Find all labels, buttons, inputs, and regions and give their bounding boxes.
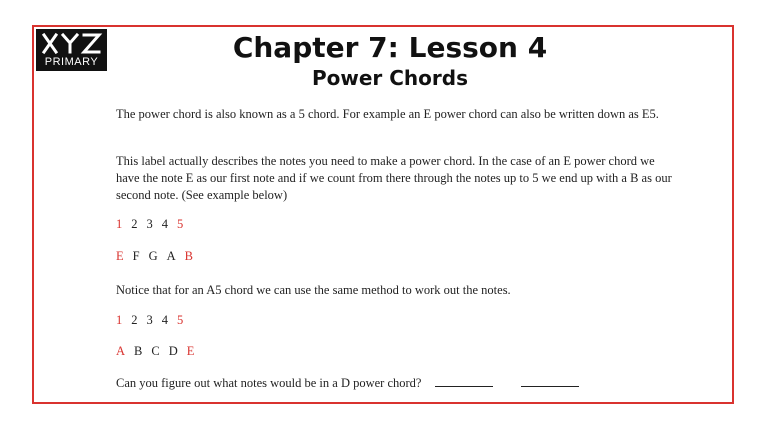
- paragraph-explanation: This label actually describes the notes you need to make a power chord. In the case of an E power chord we have the note E as our first note and if we count from there through the notes up to 5 we end up with a B as our second note. (See example below): [116, 154, 672, 202]
- sequence-number: 4: [161, 313, 168, 327]
- sequence-note: E: [186, 344, 195, 358]
- note-sequence-a5: [116, 343, 203, 360]
- sequence-note: A: [166, 249, 176, 263]
- sequence-number: 2: [131, 217, 138, 231]
- paragraph-a5: Notice that for an A5 chord we can use the same method to work out the notes.: [116, 283, 511, 297]
- logo-text: PRIMARY: [44, 56, 99, 68]
- answer-blank-1[interactable]: [435, 376, 493, 387]
- number-sequence-a5: [116, 312, 192, 329]
- page-title: Chapter 7: Lesson 4: [232, 31, 548, 64]
- sequence-number: 3: [146, 313, 153, 327]
- sequence-number: 3: [146, 217, 153, 231]
- sequence-number: 5: [177, 217, 184, 231]
- sequence-note: G: [148, 249, 158, 263]
- page-subtitle: Power Chords: [311, 66, 468, 90]
- xyz-logo-mark: [36, 31, 107, 56]
- sequence-note: C: [151, 344, 160, 358]
- sequence-note: D: [168, 344, 178, 358]
- question-text: Can you figure out what notes would be in a D power chord?: [116, 376, 422, 390]
- paragraph-intro: The power chord is also known as a 5 chord. For example an E power chord can also be written down as E5.: [116, 107, 659, 121]
- sequence-number: 1: [116, 217, 123, 231]
- sequence-note: B: [134, 344, 143, 358]
- sequence-note: F: [132, 249, 140, 263]
- sequence-number: 1: [116, 313, 123, 327]
- sequence-number: 5: [177, 313, 184, 327]
- sequence-note: A: [116, 344, 126, 358]
- question-line: [116, 375, 588, 392]
- answer-blank-2[interactable]: [521, 376, 579, 387]
- sequence-number: 2: [131, 313, 138, 327]
- sequence-note: B: [184, 249, 193, 263]
- number-sequence-e5: [116, 216, 192, 233]
- xyz-primary-logo: [36, 29, 107, 71]
- note-sequence-e5: [116, 248, 202, 265]
- sequence-note: E: [116, 249, 124, 263]
- sequence-number: 4: [161, 217, 168, 231]
